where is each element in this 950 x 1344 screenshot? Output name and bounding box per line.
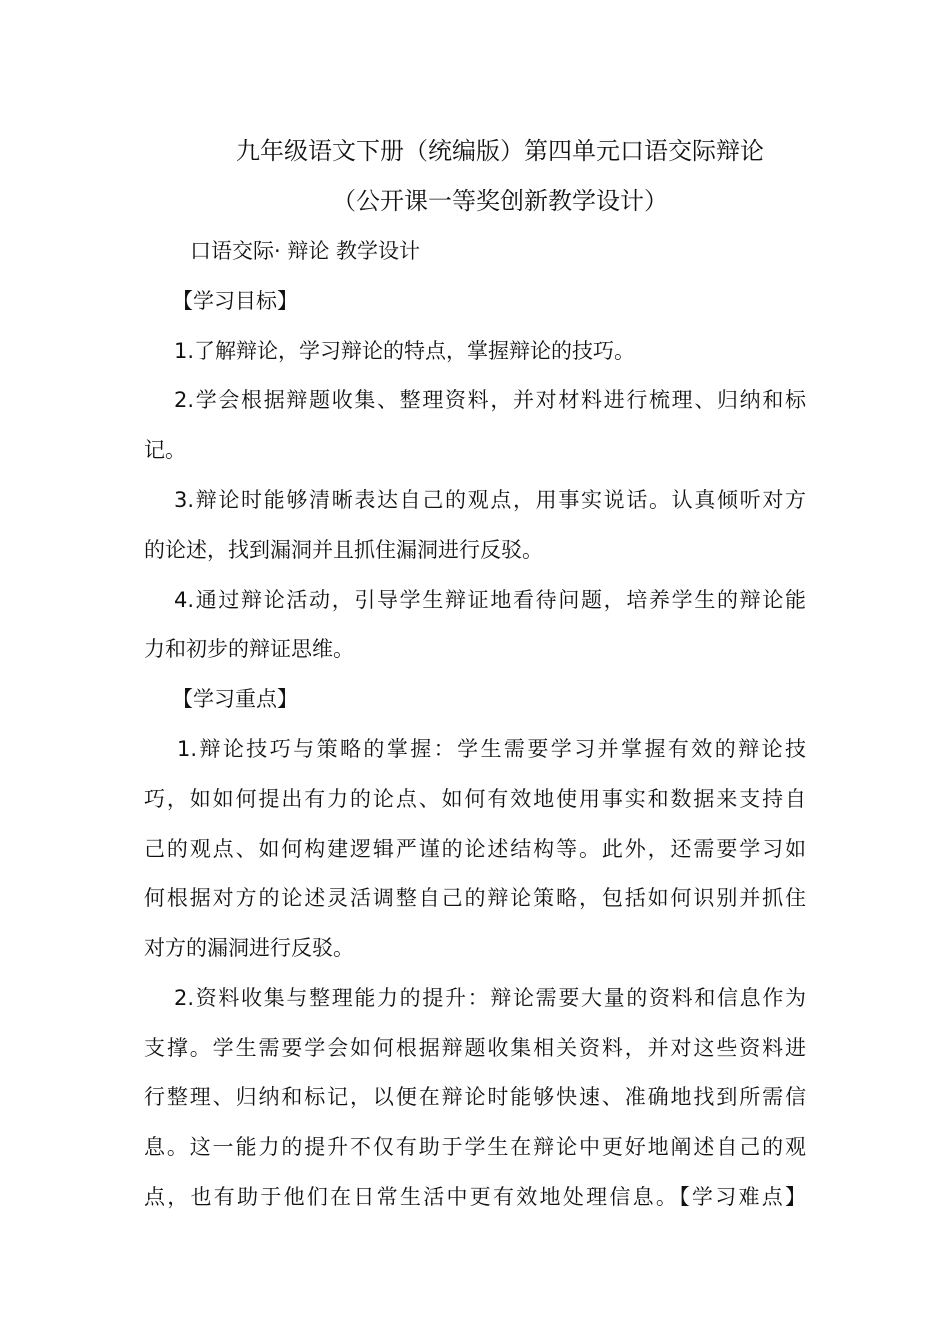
objective-item-3-line-2: 的论述，找到漏洞并且抓住漏洞进行反驳。 (144, 538, 543, 562)
keypoint-item-1-line-2: 巧，如如何提出有力的论点、如何有效地使用事实和数据来支持自 (144, 787, 806, 811)
keypoint-item-1-line-4: 何根据对方的论述灵活调整自己的辩论策略，包括如何识别并抓住 (144, 886, 806, 910)
objective-item-1: 1.了解辩论，学习辩论的特点，掌握辩论的技巧。 (174, 339, 636, 363)
objectives-heading: 【学习目标】 (172, 289, 298, 313)
keypoint-item-1-line-5: 对方的漏洞进行反驳。 (144, 936, 354, 960)
keypoint-item-1-line-1: 1.辩论技巧与策略的掌握：学生需要学习并掌握有效的辩论技 (177, 737, 806, 761)
keypoint-item-2-line-3: 行整理、归纳和标记，以便在辩论时能够快速、准确地找到所需信 (144, 1085, 806, 1109)
document-subtitle: 口语交际· 辩论 教学设计 (190, 239, 421, 263)
document-title-line-2: （公开课一等奖创新教学设计） (332, 187, 668, 215)
keypoint-item-2-line-2: 支撑。学生需要学会如何根据辩题收集相关资料，并对这些资料进 (144, 1036, 806, 1060)
keypoint-item-1-line-3: 己的观点、如何构建逻辑严谨的论述结构等。此外，还需要学习如 (144, 837, 806, 861)
objective-item-3-line-1: 3.辩论时能够清晰表达自己的观点，用事实说话。认真倾听对方 (174, 488, 806, 512)
keypoints-heading: 【学习重点】 (172, 687, 298, 711)
keypoint-item-2-line-4: 息。这一能力的提升不仅有助于学生在辩论中更好地阐述自己的观 (144, 1135, 806, 1159)
document-title-line-1: 九年级语文下册（统编版）第四单元口语交际辩论 (236, 137, 764, 165)
objective-item-2-line-1: 2.学会根据辩题收集、整理资料，并对材料进行梳理、归纳和标 (174, 388, 806, 412)
objective-item-2-line-2: 记。 (144, 438, 186, 462)
objective-item-4-line-2: 力和初步的辩证思维。 (144, 637, 354, 661)
keypoint-item-2-line-5: 点，也有助于他们在日常生活中更有效地处理信息。【学习难点】 (144, 1185, 806, 1209)
objective-item-4-line-1: 4.通过辩论活动，引导学生辩证地看待问题，培养学生的辩论能 (174, 588, 806, 612)
keypoint-item-2-line-1: 2.资料收集与整理能力的提升：辩论需要大量的资料和信息作为 (174, 986, 806, 1010)
